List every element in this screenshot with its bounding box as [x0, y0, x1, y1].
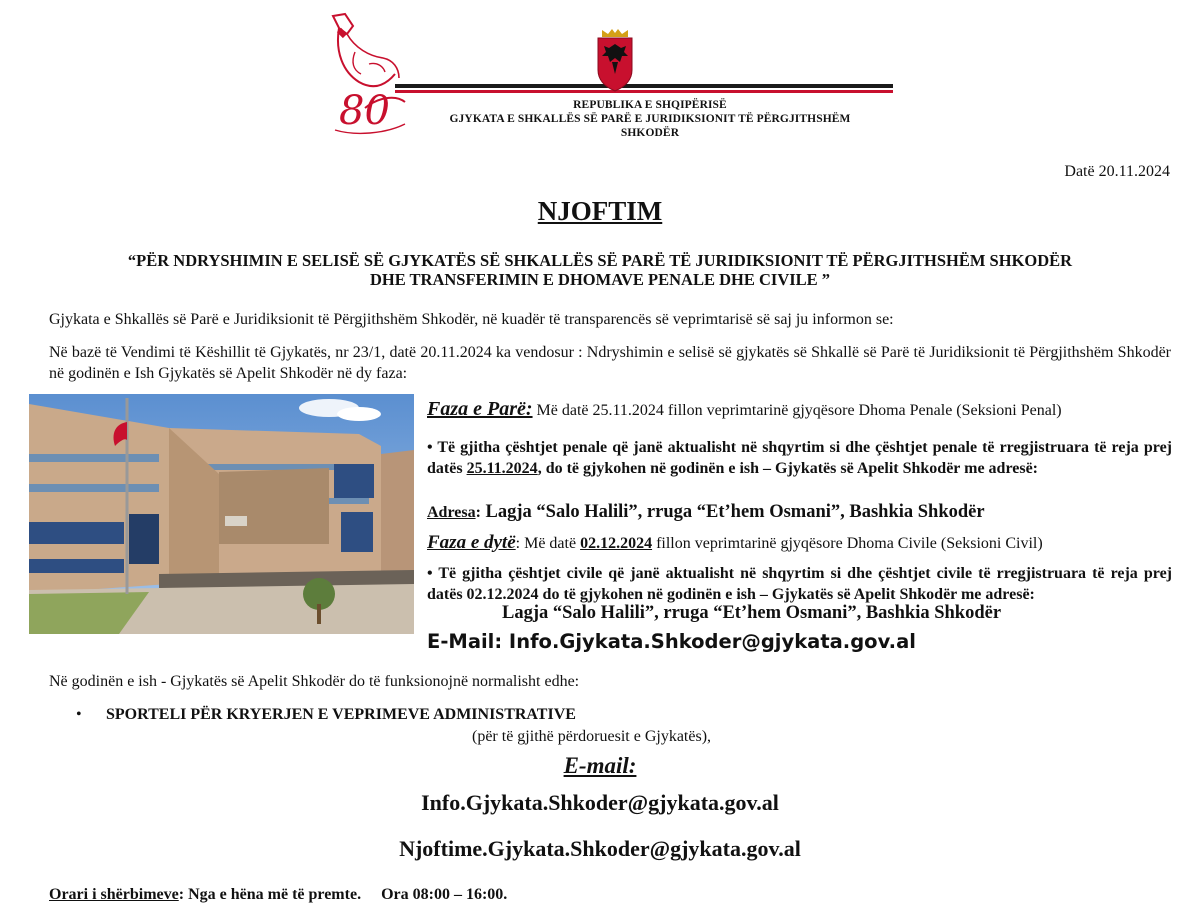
phase-1-address-value: Lagja “Salo Halili”, rruga “Et’hem Osmani”, Bashkia Shkodër: [480, 502, 985, 522]
header-republic: REPUBLIKA E SHQIPËRISË: [573, 99, 727, 111]
functions-intro: Në godinën e ish - Gjykatës së Apelit Shkodër do të funksionojnë normalisht edhe:: [49, 673, 580, 690]
albania-coat-of-arms: [592, 26, 638, 92]
intro-paragraph: Gjykata e Shkallës së Parë e Juridiksionit të Përgjithshëm Shkodër, në kuadër të transparencës së veprimtarisë së saj ju informon se:: [49, 311, 894, 328]
phase-1-address-label: Adresa: [427, 504, 476, 521]
service-note: (për të gjithë përdoruesit e Gjykatës),: [472, 728, 712, 745]
subtitle-line-1: “PËR NDRYSHIMIN E SELISË SË GJYKATËS SË SHKALLËS SË PARË TË JURIDIKSIONIT TË PËRGJITHSHËM SHKODËR: [127, 251, 1073, 270]
notice-title: NJOFTIM: [537, 196, 663, 226]
svg-text:80: 80: [339, 88, 390, 134]
decision-paragraph: Në bazë të Vendimi të Këshillit të Gjykatës, nr 23/1, datë 20.11.2024 ka vendosur : Ndryshimin e selisë së gjykatës së Shkallë së Parë të Juridiksionit të Përgjithshëm Shkodër në godinën e Ish Gjykatës së Apelit Shkodër në dy faza:: [49, 344, 1171, 382]
courthouse-building-photo: [29, 394, 414, 634]
subtitle-line-2: DHE TRANSFERIMIN E DHOMAVE PENALE DHE CIVILE ”: [369, 270, 831, 289]
header-rule-black: [395, 84, 893, 88]
header-rule-red: [395, 90, 893, 93]
phase-2-heading: [427, 532, 1172, 554]
service-title: SPORTELI PËR KRYERJEN E VEPRIMEVE ADMINISTRATIVE: [106, 706, 576, 723]
phase-1-text: Më datë 25.11.2024 fillon veprimtarinë gjyqësore Dhoma Penale (Seksioni Penal): [532, 402, 1062, 419]
service-hours: [49, 886, 507, 904]
phase-1-bullet-text-a: • Të gjitha çështjet penale që janë aktualisht në shqyrtim si dhe çështjet penale të rregjistruara të reja prej datës: [427, 439, 1172, 477]
phase-1-address: [427, 502, 1172, 523]
email-njoftime[interactable]: Njoftime.Gjykata.Shkoder@gjykata.gov.al: [399, 836, 801, 861]
phase-2-bullet: • Të gjitha çështjet civile që janë aktualisht në shqyrtim si dhe çështjet civile të rregjistruara të reja prej datës 02.12.2024 do të gjykohen në godinën e ish – Gjykatës së Apelit Shkodër me adresë:: [427, 565, 1172, 603]
hours-label: Orari i shërbimeve: [49, 886, 179, 903]
email-info[interactable]: Info.Gjykata.Shkoder@gjykata.gov.al: [421, 790, 779, 815]
phase-2-date: 02.12.2024: [580, 535, 653, 552]
phase-1-bullet-date: 25.11.2024: [466, 460, 538, 477]
document-date: Datë 20.11.2024: [1064, 163, 1170, 180]
phase-1-bullet: [427, 437, 1172, 479]
phase-1-bullet-text-b: , do të gjykohen në godinën e ish – Gjykatës së Apelit Shkodër me adresë:: [537, 460, 1039, 477]
phase-2-address: Lagja “Salo Halili”, rruga “Et’hem Osmani”, Bashkia Shkodër: [502, 603, 1002, 623]
email-label: E-mail:: [563, 753, 637, 778]
header-city: SHKODËR: [620, 127, 680, 139]
phase-1-label: Faza e Parë:: [427, 398, 533, 420]
header-court-name: GJYKATA E SHKALLËS SË PARË E JURIDIKSIONIT TË PËRGJITHSHËM: [449, 113, 851, 125]
phase-2-text-b: fillon veprimtarinë gjyqësore Dhoma Civile (Seksioni Civil): [652, 535, 1043, 552]
phase-2-text-a: : Më datë: [515, 535, 581, 552]
hours-text: : Nga e hëna më të premte. Ora 08:00 – 16:00.: [178, 886, 508, 903]
phase-2-email[interactable]: E-Mail: Info.Gjykata.Shkoder@gjykata.gov.al: [427, 630, 916, 653]
service-bullet: •: [76, 706, 82, 723]
phase-1-heading: [427, 398, 1172, 421]
phase-2-label: Faza e dytë: [427, 532, 516, 553]
phase-1-address-colon: :: [475, 504, 481, 521]
notice-subtitle: [40, 251, 1160, 289]
